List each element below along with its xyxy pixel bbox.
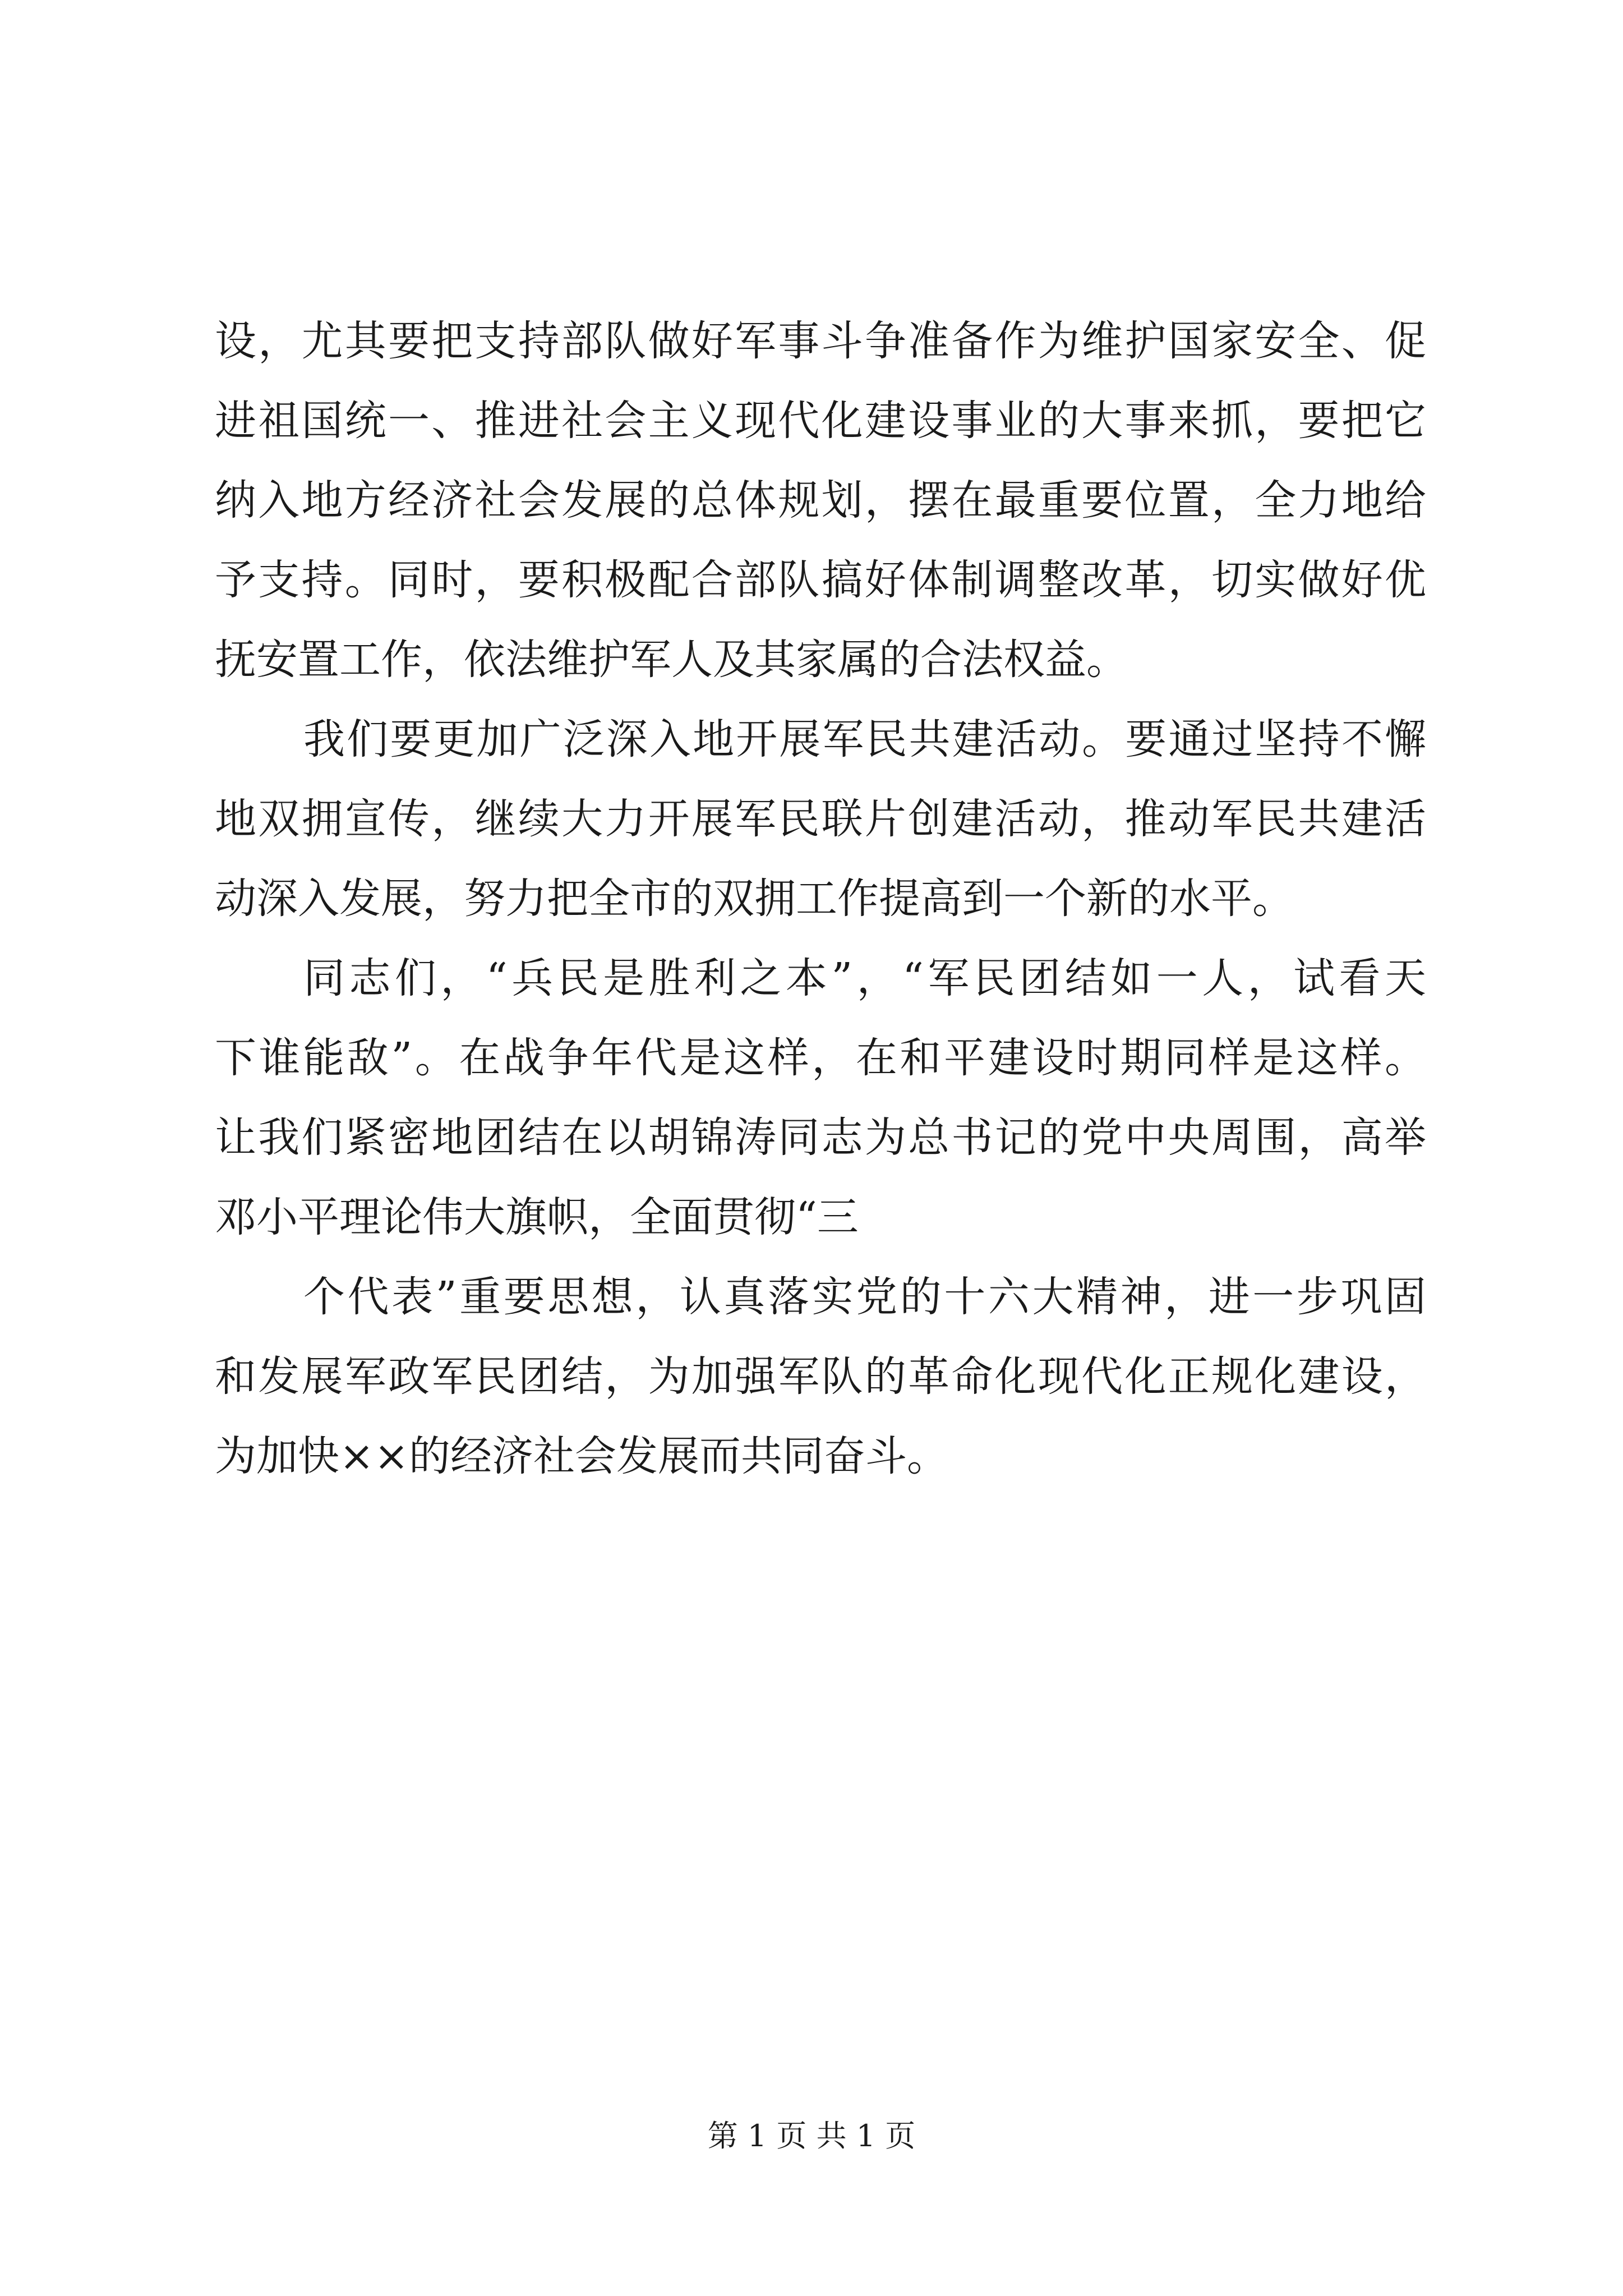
paragraph-line: 地双拥宣传，继续大力开展军民联片创建活动，推动军民共建活 [215, 795, 1426, 843]
paragraph-line: 设，尤其要把支持部队做好军事斗争准备作为维护国家安全、促 [215, 317, 1426, 365]
paragraph-line: 和发展军政军民团结，为加强军队的革命化现代化正规化建设， [215, 1352, 1426, 1401]
paragraph-line: 进祖国统一、推进社会主义现代化建设事业的大事来抓，要把它 [215, 397, 1426, 445]
paragraph-line: 予支持。同时，要积极配合部队搞好体制调整改革，切实做好优 [215, 556, 1426, 604]
paragraph-line: 动深入发展，努力把全市的双拥工作提高到一个新的水平。 [215, 875, 1294, 923]
paragraph-line: 我们要更加广泛深入地开展军民共建活动。要通过坚持不懈 [303, 715, 1426, 763]
paragraph-line: 为加快××的经济社会发展而共同奋斗。 [215, 1432, 949, 1480]
page-number-footer: 第 1 页 共 1 页 [707, 2118, 916, 2154]
paragraph-line: 下谁能敌”。在战争年代是这样，在和平建设时期同样是这样。 [215, 1034, 1426, 1082]
paragraph-line: 同志们，“兵民是胜利之本”，“军民团结如一人，试看天 [303, 954, 1426, 1002]
paragraph-line: 抚安置工作，依法维护军人及其家属的合法权益。 [215, 636, 1128, 684]
paragraph-line: 邓小平理论伟大旗帜，全面贯彻“三 [215, 1193, 859, 1241]
paragraph-line: 纳入地方经济社会发展的总体规划，摆在最重要位置，全力地给 [215, 476, 1426, 524]
paragraph-line: 让我们紧密地团结在以胡锦涛同志为总书记的党中央周围，高举 [215, 1114, 1426, 1162]
paragraph-line: 个代表”重要思想，认真落实党的十六大精神，进一步巩固 [303, 1273, 1426, 1321]
